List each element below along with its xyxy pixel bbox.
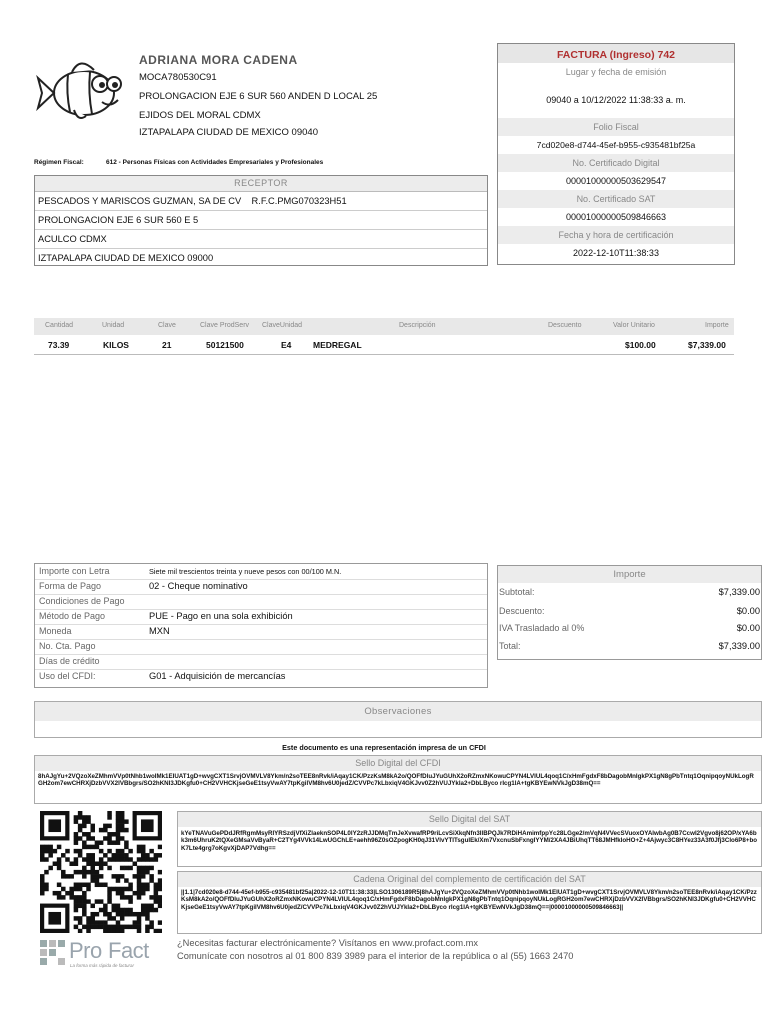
- iva-label: IVA Trasladado al 0%: [499, 623, 585, 633]
- cert-date-value: 2022-12-10T11:38:33: [573, 248, 659, 258]
- col-claveunidad: ClaveUnidad: [262, 322, 303, 329]
- folio-value: 7cd020e8-d744-45ef-b955-c935481bf25a: [536, 140, 696, 150]
- cert-sat-value: 00001000000509846663: [565, 212, 667, 222]
- regime-value: 612 - Personas Físicas con Actividades Empresariales y Profesionales: [106, 159, 324, 166]
- profact-line2: Comunícate con nosotros al 01 800 839 3989 para el interior de la república o al (55) 1663 2470: [177, 951, 574, 961]
- invoice-info-panel: [497, 43, 735, 265]
- place-date-label: Lugar y fecha de emisión: [498, 63, 734, 82]
- observaciones-value: [35, 721, 761, 737]
- sello-sat-header: Sello Digital del SAT: [178, 812, 761, 827]
- condiciones-label: Condiciones de Pago: [39, 596, 125, 606]
- dias-credito-label: Días de crédito: [39, 656, 100, 666]
- totals-header: Importe: [498, 566, 761, 583]
- receptor-header: RECEPTOR: [35, 176, 487, 192]
- profact-logo: [40, 936, 170, 970]
- invoice-title-bar: [498, 44, 734, 63]
- iva-value: $0.00: [736, 623, 760, 633]
- profact-line1: ¿Necesitas facturar electrónicamente? Visítanos en www.profact.com.mx: [177, 938, 479, 948]
- col-unidad: Unidad: [102, 322, 125, 329]
- issuer-address-line2: EJIDOS DEL MORAL CDMX: [139, 110, 261, 121]
- folio-label: Folio Fiscal: [498, 118, 734, 136]
- cert-value: 00001000000503629547: [565, 176, 667, 186]
- company-logo: [34, 48, 130, 128]
- total-label: Total:: [499, 641, 521, 651]
- moneda-label: Moneda: [39, 626, 72, 636]
- cfdi-notice: Este documento es una representación impresa de un CFDI: [282, 743, 486, 752]
- metodo-value: PUE - Pago en una sola exhibición: [149, 611, 293, 621]
- observaciones-header: Observaciones: [35, 702, 761, 721]
- profact-tagline: La forma más rápida de facturar: [70, 963, 135, 968]
- totals-panel: [497, 565, 762, 660]
- total-value: $7,339.00: [718, 641, 760, 651]
- issuer-address-line1: PROLONGACION EJE 6 SUR 560 ANDEN D LOCAL 25: [139, 91, 378, 102]
- qr-code: [40, 811, 162, 933]
- col-descuento: Descuento: [548, 322, 582, 329]
- cuenta-label: No. Cta. Pago: [39, 641, 96, 651]
- sello-sat-panel: [177, 811, 762, 867]
- subtotal-value: $7,339.00: [718, 587, 760, 597]
- profact-logo-text-fact: Fact: [108, 938, 149, 963]
- profact-logo-text-pro: Pro: [69, 938, 102, 963]
- receptor-panel: [34, 175, 488, 266]
- uso-cfdi-value: G01 - Adquisición de mercancías: [149, 671, 286, 681]
- items-table: [34, 318, 734, 356]
- regime-label: Régimen Fiscal:: [34, 159, 84, 166]
- descuento-label: Descuento:: [499, 606, 545, 616]
- amount-words-value: Siete mil trescientos treinta y nueve pesos con 00/100 M.N.: [149, 567, 342, 576]
- col-descripcion: Descripción: [399, 322, 436, 329]
- col-importe: Importe: [705, 322, 729, 329]
- sello-cfdi-value: 8hAJgYu+2VQzoXeZMhmVVp0tNhb1woIMk1EIUAT1gD+wvgCXT1SrvjOVMVLV8Ykm/n2soTEE8nRvk/iAqay1CK/PzzKsM8kA2o/QOFfDluJYuGUhX2oRZmxNKowuCPYN4LVIUL4qoq1C/xHmFgdxF8bDagobMnIgkPX1gN8gPbTntq1OqnipqoyNUkLogRGH2om7ewCHRXjDzbVVX2IVBbgrs/SO2hKNI3JDKgfu0+CH2VVHCKjseGeE1tsyVwAY7tpKgiIVM8hv6U0jedZ/CVVPc7kLbxiqV4GKJvv0Z2hVUJYkla2+DbLByco rIcg1lA+tgKBYEwNVkJgD38mQ==: [38, 773, 754, 788]
- receptor-line4: IZTAPALAPA CIUDAD DE MEXICO 09000: [38, 253, 214, 263]
- cert-label: No. Certificado Digital: [498, 154, 734, 172]
- sello-cfdi-header: Sello Digital del CFDI: [35, 756, 761, 771]
- col-cantidad: Cantidad: [45, 322, 74, 329]
- payment-info-panel: [34, 563, 488, 688]
- descuento-value: $0.00: [736, 606, 760, 616]
- row-divider: [34, 354, 734, 355]
- observaciones-panel: [34, 701, 762, 738]
- profact-grid-icon: [40, 940, 66, 966]
- amount-words-label: Importe con Letra: [39, 566, 110, 576]
- items-table-header: [34, 318, 734, 335]
- issuer-name: ADRIANA MORA CADENA: [139, 53, 298, 67]
- receptor-line2: PROLONGACION EJE 6 SUR 560 E 5: [35, 211, 487, 230]
- receptor-line3: ACULCO CDMX: [35, 230, 487, 249]
- cert-date-label: Fecha y hora de certificación: [498, 226, 734, 244]
- receptor-line1: PESCADOS Y MARISCOS GUZMAN, SA DE CV R.F.C.PMG070323H51: [35, 192, 487, 211]
- cell-importe: $7,339.00: [688, 340, 726, 350]
- metodo-label: Método de Pago: [39, 611, 106, 621]
- forma-pago-value: 02 - Cheque nominativo: [149, 581, 248, 591]
- col-valor-unitario: Valor Unitario: [613, 322, 655, 329]
- cell-valor-unitario: $100.00: [625, 340, 656, 350]
- cadena-original-panel: [177, 871, 762, 934]
- subtotal-label: Subtotal:: [499, 587, 535, 597]
- cell-clave: 21: [162, 340, 172, 350]
- cell-descripcion: MEDREGAL: [313, 340, 362, 350]
- fish-logo-icon: [34, 48, 130, 128]
- moneda-value: MXN: [149, 626, 170, 636]
- cadena-original-header: Cadena Original del complemento de certificación del SAT: [178, 872, 761, 887]
- place-date-value: 09040 a 10/12/2022 11:38:33 a. m.: [546, 95, 686, 105]
- cadena-original-value: ||1.1|7cd020e8-d744-45ef-b955-c935481bf25a|2022-12-10T11:38:33|LSO1306189R5|8hAJgYu+2VQzoXeZMhmVVp0tNhb1woIMk1EIUAT1gD+wvgCXT1SrvjOVMVLV8Ykm/n2soTEE8nRvk/iAqay1CK/PzzKsM8kA2o/QOFfDluJYuGUhX2oRZmxNKowuCPYN4LVIUL4qoq1C/xHmFgdxF8bDagobMnIgkPX1gN8gPbTntq1OqnipqoyNUkLogRGH2om7ewCHRXjDzbVVX2IVBbgrs/SO2hKNI3JDKgfu0+CH2VVHCKjseGeE1tsyVwAY7tpKgiIVM8hv6U0jedZ/CVVPc7kLbxiqV4GKJvv0Z2hVUJYkla2+DbLByco rIcg1lA+tgKBYEwNVkJgD38mQ==|00001000000509846663||: [181, 889, 757, 911]
- cell-prodserv: 50121500: [206, 340, 244, 350]
- cell-unidad: KILOS: [103, 340, 129, 350]
- qr-code-icon: [40, 811, 162, 933]
- sello-cfdi-panel: [34, 755, 762, 804]
- col-clave: Clave: [158, 322, 176, 329]
- forma-pago-label: Forma de Pago: [39, 581, 102, 591]
- cell-cantidad: 73.39: [48, 340, 70, 350]
- issuer-address-line3: IZTAPALAPA CIUDAD DE MEXICO 09040: [139, 127, 318, 138]
- invoice-title: FACTURA (Ingreso) 742: [556, 49, 676, 61]
- sello-sat-value: kYeTNAVuGePDdJRfRgmMsyRIYRSzdjVfXiZlaeknSOP4L0lY2zRJJDMqTmJeXvwafRP9riLcvSiXkqNfn3lIBPQJk7RDiHAmimfppYc28LGge2/mVqN4VVecSVuoxOYAlwbAg0B7CcwI2Vgvo8j62OP/xYA6bk3m6UhruK2tQXeGMsaVvByaR+C2TYg4VVk14LwUGChLE+aehh96Z0sOZpogKH0qJ31VlvYTITsguIEk/Xm7VxcnuSbFxngIYYM/2XA4JBiUhqTT68JMHfkIoHO+Z+4Ajwyc3C8HYez33A3f0Jfj3Clo6P8+boK7Lte4grg7oKgvXjDAP7Vdhg==: [181, 830, 758, 852]
- cert-sat-label: No. Certificado SAT: [498, 190, 734, 208]
- uso-cfdi-label: Uso del CFDI:: [39, 671, 96, 681]
- col-prodserv: Clave ProdServ: [200, 322, 250, 329]
- issuer-rfc: MOCA780530C91: [139, 72, 217, 83]
- cell-claveunidad: E4: [281, 340, 292, 350]
- table-row: [34, 337, 734, 353]
